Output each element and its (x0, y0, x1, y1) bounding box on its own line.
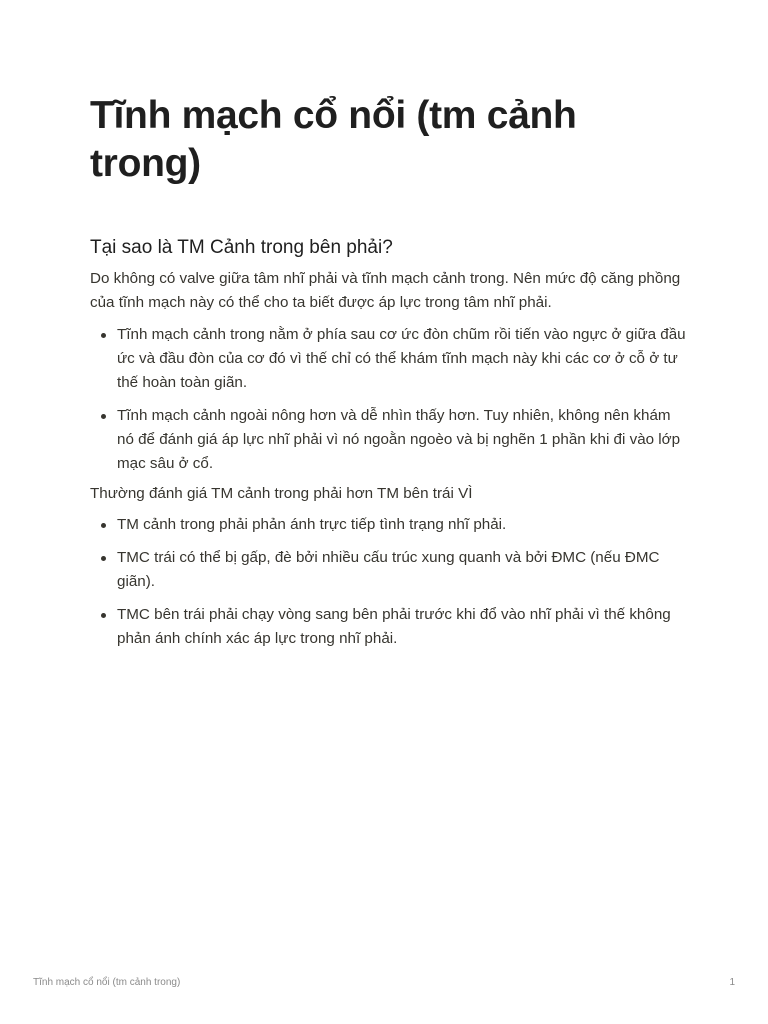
second-paragraph: Thường đánh giá TM cảnh trong phải hơn TM bên trái VÌ (90, 485, 473, 502)
bullet-list-anatomy (90, 323, 690, 476)
footer-page-number: 1 (729, 977, 735, 988)
list-item: Tĩnh mạch cảnh ngoài nông hơn và dễ nhìn thấy hơn. Tuy nhiên, không nên khám nó để đánh giá áp lực nhĩ phải vì nó ngoằn ngoèo và bị nghẽn 1 phần khi đi vào lớp mạc sâu ở cổ. (90, 404, 690, 476)
list-item: TMC bên trái phải chạy vòng sang bên phải trước khi đổ vào nhĩ phải vì thế không phản ánh chính xác áp lực trong nhĩ phải. (90, 603, 690, 651)
page-title: Tĩnh mạch cổ nổi (tm cảnh trong) (90, 94, 577, 185)
section-heading: Tại sao là TM Cảnh trong bên phải? (90, 237, 393, 258)
list-item: Tĩnh mạch cảnh trong nằm ở phía sau cơ ức đòn chũm rồi tiến vào ngực ở giữa đầu ức và đầu đòn của cơ đó vì thế chỉ có thể khám tĩnh mạch này khi các cơ ở cỗ ở tư thế hoàn toàn giãn. (90, 323, 690, 395)
list-item: TMC trái có thể bị gấp, đè bởi nhiều cấu trúc xung quanh và bởi ĐMC (nếu ĐMC giãn). (90, 546, 690, 594)
footer-doc-title: Tĩnh mạch cổ nổi (tm cảnh trong) (33, 977, 181, 988)
intro-paragraph: Do không có valve giữa tâm nhĩ phải và tĩnh mạch cảnh trong. Nên mức độ căng phồng của tĩnh mạch này có thể cho ta biết được áp lực trong tâm nhĩ phải. (90, 270, 681, 311)
list-item: TM cảnh trong phải phản ánh trực tiếp tình trạng nhĩ phải. (90, 513, 690, 537)
bullet-list-reasons (90, 513, 690, 651)
